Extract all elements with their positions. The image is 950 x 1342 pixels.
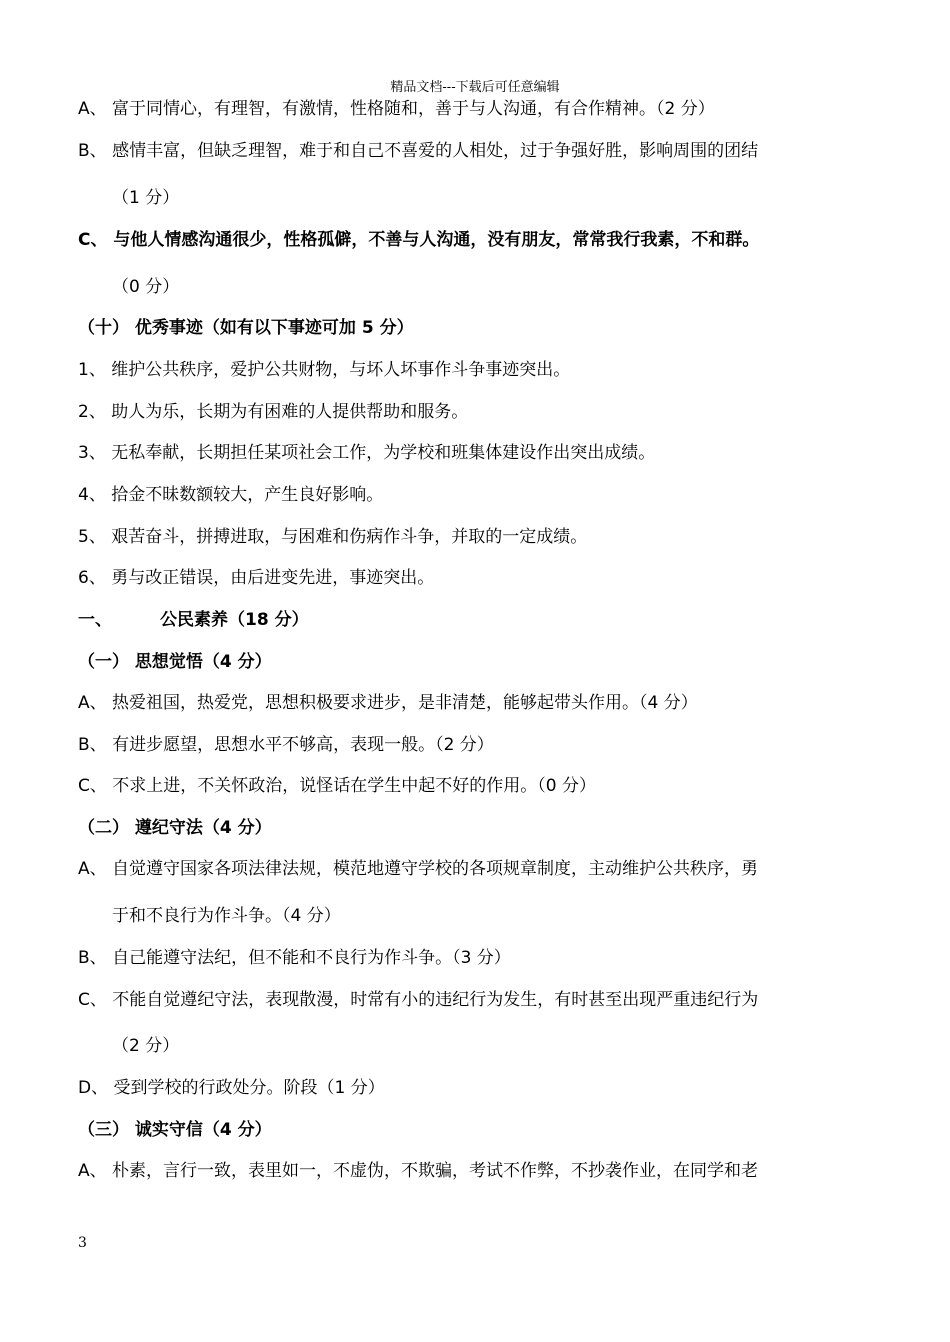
section-one-heading: [78, 609, 309, 631]
item-a-empathy: A、 富于同情心，有理智，有激情，性格随和，善于与人沟通，有合作精神。（2 分）: [78, 99, 715, 119]
thought-item-c: C、 不求上进，不关怀政治，说怪话在学生中起不好的作用。（0 分）: [78, 776, 596, 796]
item-b-emotion: B、 感情丰富，但缺乏理智，难于和自己不喜爱的人相处，过于争强好胜，影响周围的团结: [78, 141, 759, 161]
deed-item-3: 3、 无私奉献，长期担任某项社会工作，为学校和班集体建设作出突出成绩。: [78, 443, 656, 463]
deed-item-6: 6、 勇与改正错误，由后进变先进，事迹突出。: [78, 568, 435, 588]
subsection-thought-heading: （一） 思想觉悟（4 分）: [78, 652, 272, 672]
page-header: 精品文档---下载后可任意编辑: [390, 80, 560, 95]
subsection-law-heading: （二） 遵纪守法（4 分）: [78, 818, 272, 838]
law-item-a-cont: 于和不良行为作斗争。（4 分）: [112, 906, 341, 926]
thought-item-a: A、 热爱祖国，热爱党，思想积极要求进步，是非清楚，能够起带头作用。（4 分）: [78, 693, 698, 713]
section-one-number: 一、: [78, 610, 112, 630]
page-number: 3: [78, 1235, 87, 1251]
deed-item-2: 2、 助人为乐，长期为有困难的人提供帮助和服务。: [78, 402, 469, 422]
item-c-isolation: C、 与他人情感沟通很少，性格孤僻，不善与人沟通，没有朋友，常常我行我素，不和群。: [78, 230, 760, 250]
deed-item-5: 5、 艰苦奋斗，拼搏进取，与困难和伤病作斗争，并取的一定成绩。: [78, 527, 588, 547]
item-c-score: （0 分）: [112, 277, 180, 297]
law-item-d: D、 受到学校的行政处分。阶段（1 分）: [78, 1078, 385, 1098]
law-item-a: A、 自觉遵守国家各项法律法规，模范地遵守学校的各项规章制度，主动维护公共秩序，勇: [78, 859, 759, 879]
thought-item-b: B、 有进步愿望，思想水平不够高，表现一般。（2 分）: [78, 735, 494, 755]
section-ten-heading: （十） 优秀事迹（如有以下事迹可加 5 分）: [78, 318, 414, 338]
law-item-b: B、 自己能遵守法纪，但不能和不良行为作斗争。（3 分）: [78, 948, 511, 968]
honesty-item-a: A、 朴素，言行一致，表里如一，不虚伪，不欺骗，考试不作弊，不抄袭作业，在同学和老: [78, 1161, 759, 1181]
law-item-c-score: （2 分）: [112, 1036, 180, 1056]
deed-item-4: 4、 拾金不昧数额较大，产生良好影响。: [78, 485, 384, 505]
section-one-title: 公民素养（18 分）: [160, 610, 309, 630]
subsection-honesty-heading: （三） 诚实守信（4 分）: [78, 1120, 272, 1140]
law-item-c: C、 不能自觉遵纪守法，表现散漫，时常有小的违纪行为发生，有时甚至出现严重违纪行为: [78, 990, 759, 1010]
deed-item-1: 1、 维护公共秩序，爱护公共财物，与坏人坏事作斗争事迹突出。: [78, 360, 571, 380]
item-b-score: （1 分）: [112, 188, 180, 208]
